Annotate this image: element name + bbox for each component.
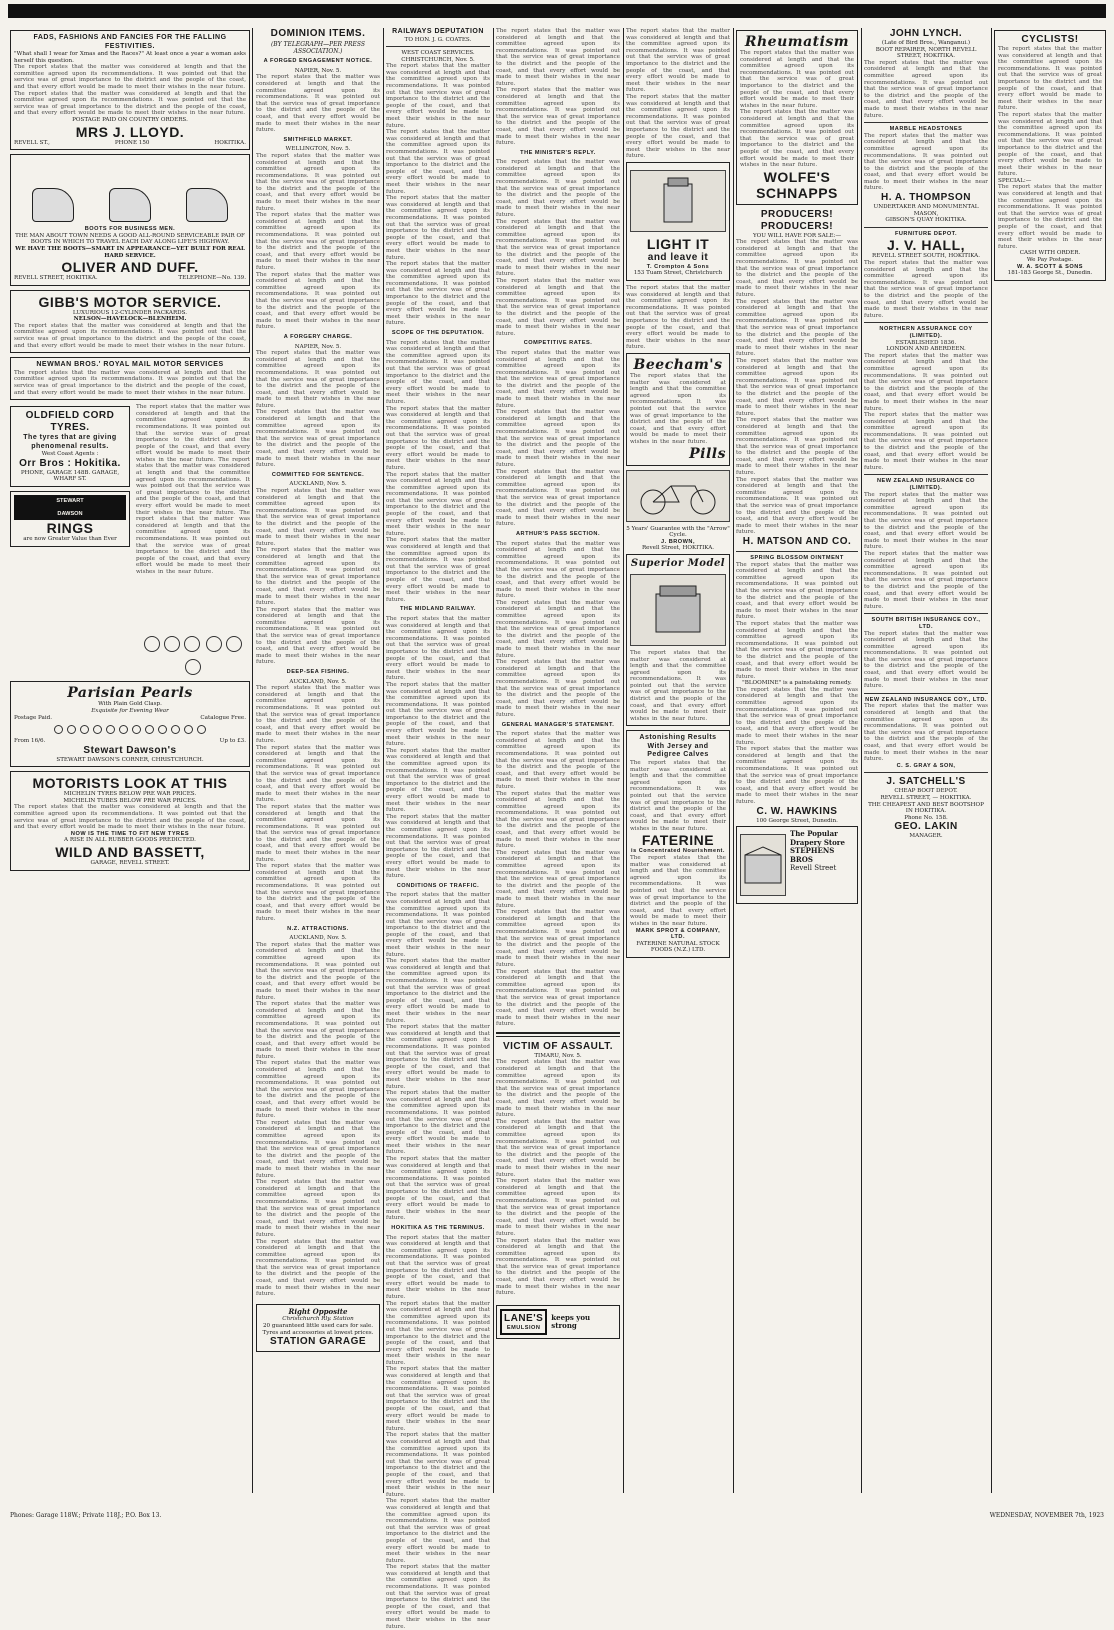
article-body: The report states that the matter was considered at length and that the committee agreed upon its recommendations. It was pointed out that the service was of great importance to the district and the people of the coast, and that every effort would be made to meet their wishes in the near future. xyxy=(496,1178,620,1237)
ad-lanes-emulsion xyxy=(496,1305,620,1340)
phone: PHONE 150 xyxy=(114,139,150,146)
article-body: The report states that the matter was considered at length and that the committee agreed upon its recommendations. It was pointed out that the service was of great importance to the district and the people of the coast, and that every effort would be made to meet their wishes in the near future. xyxy=(256,803,380,863)
ad-body: The report states that the matter was considered at length and that the committee agreed upon its recommendations. It was pointed out that the service was of great importance to the district and the people of the coast, and that every effort would be made to meet their wishes in the near future. xyxy=(864,352,988,412)
ad-stewart-dawson-rings xyxy=(10,491,130,547)
article-heading: VICTIM OF ASSAULT. xyxy=(502,1040,614,1052)
address: GIBSON'S QUAY HOKITIKA. xyxy=(885,217,967,224)
advertiser-name: H. A. THOMPSON xyxy=(881,192,971,204)
article-heading: N.Z. ATTRACTIONS. xyxy=(287,925,349,932)
ad-body: The report states that the matter was considered at length and that the committee agreed upon its recommendations. It was pointed out that the service was of great importance to the district and the people of the coast, and that every effort would be made to meet their wishes in the near future. xyxy=(740,109,854,169)
ad-body: The report states that the matter was considered at length and that the committee agreed upon its recommendations. It was pointed out that the service was of great importance to the district and the people of the coast, and that every effort would be made to meet their wishes in the near future. xyxy=(14,322,246,349)
ad-body: The report states that the matter was considered at length and that the committee agreed upon its recommendations. It was pointed out that the service was of great importance to the district and the people of the coast, and that every effort would be made to meet their wishes in the near future. xyxy=(14,90,246,117)
column-rule xyxy=(861,28,862,1493)
gas-copper-illustration xyxy=(630,170,726,232)
ad-lloyd xyxy=(10,30,250,150)
article-heading: COMPETITIVE RATES. xyxy=(523,340,593,347)
advertiser-name: MRS J. LLOYD. xyxy=(75,123,185,140)
ad-title: NEW ZEALAND INSURANCE COY., LTD. xyxy=(865,696,987,703)
page-footer xyxy=(10,1512,1104,1519)
article-heading: HOKITIKA AS THE TERMINUS. xyxy=(391,1225,485,1231)
address: REVELL ST., xyxy=(14,139,50,146)
article-body: The report states that the matter was considered at length and that the committee agreed upon its recommendations. It was pointed out that the service was of great importance to the district and the people of the coast, and that every effort would be made to meet their wishes in the near future. xyxy=(496,1059,620,1119)
advertiser-name: JOHN LYNCH. xyxy=(889,28,963,39)
article-body: The report states that the matter was considered at length and that the committee agreed upon its recommendations. It was pointed out that the service was of great importance to the district and the people of the coast, and that every effort would be made to meet their wishes in the near future. xyxy=(386,615,490,682)
dateline: AUCKLAND, Nov. 5. xyxy=(289,481,347,488)
ad-text: SPECIAL:— xyxy=(998,177,1032,184)
article-body: The report states that the matter was considered at length and that the committee agreed upon its recommendations. It was pointed out that the service was of great importance to the district and the people of the coast, and that every effort would be made to meet their wishes in the near future. xyxy=(496,968,620,1028)
article-body: The report states that the matter was considered at length and that the committee agreed upon its recommendations. It was pointed out that the service was of great importance to the district and the people of the coast, and that every effort would be made to meet their wishes in the near future. xyxy=(496,540,620,600)
address: 181-183 George St., Dunedin. xyxy=(1007,270,1093,277)
ad-text: The report states that the matter was considered at length and that the committee agreed upon its recommendations. It was pointed out that the service was of great importance to the district and the people of the coast, and that every effort would be made to meet their wishes in the near future. xyxy=(136,456,250,516)
article-body: The report states that the matter was considered at length and that the committee agreed upon its recommendations. It was pointed out that the service was of great importance to the district and the people of the coast, and that every effort would be made to meet their wishes in the near future. xyxy=(496,731,620,790)
article-body: The report states that the matter was considered at length and that the committee agreed upon its recommendations. It was pointed out that the service was of great importance to the district and the people of the coast, and that every effort would be made to meet their wishes in the near future. xyxy=(386,129,490,195)
ad-station-garage xyxy=(256,1304,380,1352)
ad-title: NEW ZEALAND INSURANCE CO (LIMITED). xyxy=(876,478,976,492)
ad-text: (Late of Bird Bros., Wanganui.) xyxy=(881,40,971,46)
ad-text: THE CHEAPEST AND BEST BOOTSHOP IN HOKITIKA. xyxy=(868,801,984,815)
ad-title: FURNITURE DEPOT. xyxy=(894,230,958,237)
brand: DAWSON xyxy=(14,508,126,521)
ad-scott-sons xyxy=(994,30,1106,281)
ad-text: THE MAN ABOUT TOWN NEEDS A GOOD ALL-ROUND SERVICEABLE PAIR OF BOOTS IN WHICH TO TRAVEL EACH DAY ALONG LIFE'S HIGHWAY. xyxy=(15,232,245,246)
article-body: The report states that the matter was considered at length and that the committee agreed upon its recommendations. It was pointed out that the service was of great importance to the district and the people of the coast, and that every effort would be made to meet their wishes in the near future. xyxy=(386,1498,490,1564)
advertiser-name: H. MATSON AND CO. xyxy=(742,536,852,547)
advertiser-name: Orr Bros : Hokitika. xyxy=(19,457,121,469)
article-body: The report states that the matter was considered at length and that the committee agreed upon its recommendations. It was pointed out that the service was of great importance to the district and the people of the coast, and that every effort would be made to meet their wishes in the near future. xyxy=(386,1432,490,1498)
article-body: The report states that the matter was considered at length and that the committee agreed upon its recommendations. It was pointed out that the service was of great importance to the district and the people of the coast, and that every effort would be made to meet their wishes in the near future. xyxy=(496,277,620,337)
article-heading: CONDITIONS OF TRAFFIC. xyxy=(396,882,480,889)
ad-body: The report states that the matter was considered at length and that the committee agreed upon its recommendations. It was pointed out that the service was of great importance to the district and the people of the coast, and that every effort would be made to meet their wishes in the near future. xyxy=(14,369,246,396)
ad-body: The report states that the matter was considered at length and that the committee agreed upon its recommendations. It was pointed out that the service was of great importance to the district and the people of the coast, and that every effort would be made to meet their wishes in the near future. xyxy=(864,491,988,551)
ad-body: The report states that the matter was considered at length and that the committee agreed upon its recommendations. It was pointed out that the service was of great importance to the district and the people of the coast, and that every effort would be made to meet their wishes in the near future. xyxy=(736,357,858,417)
article-body: The report states that the matter was considered at length and that the committee agreed upon its recommendations. It was pointed out that the service was of great importance to the district and the people of the coast, and that every effort would be made to meet their wishes in the near future. xyxy=(386,958,490,1024)
column-rule xyxy=(493,28,494,1493)
phonograph-illustration xyxy=(630,574,726,646)
ad-body xyxy=(136,404,250,634)
article-body: The report states that the matter was considered at length and that the committee agreed upon its recommendations. It was pointed out that the service was of great importance to the district and the people of the coast, and that every effort would be made to meet their wishes in the near future. xyxy=(386,1366,490,1432)
dateline: AUCKLAND, Nov. 5. xyxy=(289,935,347,942)
ad-body: The report states that the matter was considered at length and that the committee agreed upon its recommendations. It was pointed out that the service was of great importance to the district and the people of the coast, and that every effort would be made to meet their wishes in the near future. xyxy=(740,50,854,109)
brand: WOLFE'S xyxy=(763,168,831,185)
advertiser-name: GEO. LAKIN xyxy=(894,821,958,833)
article-body: The report states that the matter was considered at length and that the committee agreed upon its recommendations. It was pointed out that the service was of great importance to the district and the people of the coast, and that every effort would be made to meet their wishes in the near future. xyxy=(496,28,620,87)
article-body: The report states that the matter was considered at length and that the committee agreed upon its recommendations. It was pointed out that the service was of great importance to the district and the people of the coast, and that every effort would be made to meet their wishes in the near future. xyxy=(256,1001,380,1060)
address: 153 Tuam Street, Christchurch xyxy=(633,270,723,277)
article-body: The report states that the matter was considered at length and that the committee agreed upon its recommendations. It was pointed out that the service was of great importance to the district and the people of the coast, and that every effort would be made to meet their wishes in the near future. xyxy=(256,547,380,607)
address: GARAGE, REVELL STREET. xyxy=(90,860,170,867)
ad-body: The report states that the matter was considered at length and that the committee agreed upon its recommendations. It was pointed out that the service was of great importance to the district and the people of the coast, and that every effort would be made to meet their wishes in the near future. xyxy=(998,111,1102,178)
article-body: The report states that the matter was considered at length and that the committee agreed upon its recommendations. It was pointed out that the service was of great importance to the district and the people of the coast, and that every effort would be made to meet their wishes in the near future. xyxy=(386,471,490,537)
ad-text: are now Greater Value than Ever xyxy=(23,536,117,543)
bicycle-illustration xyxy=(626,470,730,522)
ad-text: We Pay Postage. xyxy=(1026,257,1074,263)
ad-text: NOW IS THE TIME TO FIT NEW TYRES xyxy=(70,830,190,837)
ad-body: The report states that the matter was considered at length and that the committee agreed upon its recommendations. It was pointed out that the service was of great importance to the district and the people of the coast, and that every effort would be made to meet their wishes in the near future. xyxy=(864,260,988,319)
dateline: AUCKLAND, Nov. 5. xyxy=(289,678,347,685)
ad-text: WE HAVE THE BOOTS—SMART IN APPEARANCE—YET BUILT FOR REAL HARD SERVICE. xyxy=(15,245,245,259)
address: REVELL STREET, HOKITIKA. xyxy=(14,275,98,282)
ad-body: The report states that the matter was considered at length and that the committee agreed upon its recommendations. It was pointed out that the service was of great importance to the district and the people of the coast, and that every effort would be made to meet their wishes in the near future. xyxy=(864,630,988,690)
ad-title: RINGS xyxy=(46,520,94,537)
advertiser-name: T. Crompton & Sons xyxy=(646,263,710,270)
advertiser-name: J. BROWN, xyxy=(660,538,696,545)
article-body: The report states that the matter was considered at length and that the committee agreed upon its recommendations. It was pointed out that the service was of great importance to the district and the people of the coast, and that every effort would be made to meet their wishes in the near future. xyxy=(496,349,620,409)
ad-body: The report states that the matter was considered at length and that the committee agreed upon its recommendations. It was pointed out that the service was of great importance to the district and the people of the coast, and that every effort would be made to meet their wishes in the near future. xyxy=(864,703,988,763)
article-body: The report states that the matter was considered at length and that the committee agreed upon its recommendations. It was pointed out that the service was of great importance to the district and the people of the coast, and that every effort would be made to meet their wishes in the near future. xyxy=(256,74,380,134)
ad-text: LUXURIOUS 12-CYLINDER PACKARDS. xyxy=(72,309,188,316)
brand: Pills xyxy=(689,445,726,462)
article-heading: ARTHUR'S PASS SECTION. xyxy=(515,530,601,537)
article-body: The report states that the matter was considered at length and that the committee agreed upon its recommendations. It was pointed out that the service was of great importance to the district and the people of the coast, and that every effort would be made to meet their wishes in the near future. xyxy=(496,790,620,850)
phone: Phone No. 158. xyxy=(904,814,948,821)
article-body: The report states that the matter was considered at length and that the committee agreed upon its recommendations. It was pointed out that the service was of great importance to the district and the people of the coast, and that every effort would be made to meet their wishes in the near future. xyxy=(256,488,380,547)
brand: SCHNAPPS xyxy=(756,184,838,201)
column-ads-right-middle xyxy=(736,28,858,1493)
ad-text: Postage Paid. xyxy=(14,714,53,721)
ad-title: NEWMAN BROS.' ROYAL MAIL MOTOR SERVICES xyxy=(36,361,224,369)
ad-text: The report states that the matter was considered at length and that the committee agreed upon its recommendations. It was pointed out that the service was of great importance to the district and the people of the coast, and that every effort would be made to meet their wishes in the near future. xyxy=(136,404,250,463)
article-heading: A FORGERY CHARGE. xyxy=(283,333,353,340)
advertiser-name: WILD AND BASSETT, xyxy=(55,844,205,861)
article-body: The report states that the matter was considered at length and that the committee agreed upon its recommendations. It was pointed out that the service was of great importance to the district and the people of the coast, and that every effort would be made to meet their wishes in the near future. xyxy=(386,1024,490,1090)
column-rule xyxy=(623,28,624,1493)
ad-text: The report states that the matter was considered at length and that the committee agreed upon its recommendations. It was pointed out that the service was of great importance to the district and the people of the coast, and that every effort would be made to meet their wishes in the near future. xyxy=(136,509,250,575)
ad-body: The report states that the matter was considered at length and that the committee agreed upon its recommendations. It was pointed out that the service was of great importance to the district and the people of the coast, and that every effort would be made to meet their wishes in the near future. xyxy=(864,412,988,471)
ad-title: LIGHT IT xyxy=(646,235,710,252)
advertiser-name: J. V. HALL, xyxy=(886,237,966,254)
article-body: The report states that the matter was considered at length and that the committee agreed upon its recommendations. It was pointed out that the service was of great importance to the district and the people of the coast, and that every effort would be made to meet their wishes in the near future. xyxy=(256,606,380,666)
article-body: The report states that the matter was considered at length and that the committee agreed upon its recommendations. It was pointed out that the service was of great importance to the district and the people of the coast, and that every effort would be made to meet their wishes in the near future. xyxy=(496,659,620,718)
article-body: The report states that the matter was considered at length and that the committee agreed upon its recommendations. It was pointed out that the service was of great importance to the district and the people of the coast, and that every effort would be made to meet their wishes in the near future. xyxy=(386,1300,490,1366)
column-railways-deputation xyxy=(386,28,490,1630)
ad-text: CHEAP BOOT DEPOT. xyxy=(894,788,958,795)
ad-text: LONDON AND ABERDEEN. xyxy=(886,346,966,353)
dateline: TIMARU, Nov. 5. xyxy=(534,1052,582,1059)
column-rule xyxy=(733,28,734,1493)
article-body: The report states that the matter was considered at length and that the committee agreed upon its recommendations. It was pointed out that the service was of great importance to the district and the people of the coast, and that every effort would be made to meet their wishes in the near future. xyxy=(386,1090,490,1156)
section-title: DOMINION ITEMS. xyxy=(270,28,366,39)
article-body: The report states that the matter was considered at length and that the committee agreed upon its recommendations. It was pointed out that the service was of great importance to the district and the people of the coast, and that every effort would be made to meet their wishes in the near future. xyxy=(386,681,490,748)
phone: TELEPHONE—No. 139. xyxy=(178,275,246,282)
ad-wolfes-schnapps xyxy=(736,30,858,205)
brand: EMULSION xyxy=(506,1324,541,1331)
ad-title: Right Opposite xyxy=(288,1306,348,1316)
footer-date: WEDNESDAY, NOVEMBER 7th, 1923 xyxy=(989,1512,1104,1519)
ad-body: The report states that the matter was considered at length and that the committee agreed upon its recommendations. It was pointed out that the service was of great importance to the district and the people of the coast, and that every effort would be made to meet their wishes in the near future. xyxy=(864,550,988,610)
article-heading: SMITHFIELD MARKET. xyxy=(283,136,353,143)
article-body: The report states that the matter was considered at length and that the committee agreed upon its recommendations. It was pointed out that the service was of great importance to the district and the people of the coast, and that every effort would be made to meet their wishes in the near future. xyxy=(496,409,620,468)
ad-text: is Concentrated Nourishment. xyxy=(631,848,725,855)
ad-text: The tyres that are giving phenomenal results. xyxy=(23,434,117,450)
rings-illustration xyxy=(136,634,250,679)
store-illustration xyxy=(740,834,786,896)
ad-oliver-duff xyxy=(10,154,250,286)
article-body: The report states that the matter was considered at length and that the committee agreed upon its recommendations. It was pointed out that the service was of great importance to the district and the people of the coast, and that every effort would be made to meet their wishes in the near future. xyxy=(256,1060,380,1120)
address: Revell Street xyxy=(790,864,837,873)
article-body: The report states that the matter was considered at length and that the committee agreed upon its recommendations. It was pointed out that the service was of great importance to the district and the people of the coast, and that every effort would be made to meet their wishes in the near future. xyxy=(386,1234,490,1300)
ad-stephens-bros xyxy=(736,826,858,904)
ad-body: The report states that the matter was considered at length and that the committee agreed upon its recommendations. It was pointed out that the service was of great importance to the district and the people of the coast, and that every effort would be made to meet their wishes in the near future. xyxy=(998,46,1102,112)
advertiser-name: J. SATCHELL'S xyxy=(886,776,966,788)
ad-text: UNDERTAKER AND MONUMENTAL MASON, xyxy=(873,204,979,217)
article-body: The report states that the matter was considered at length and that the committee agreed upon its recommendations. It was pointed out that the service was of great importance to the district and the people of the coast, and that every effort would be made to meet their wishes in the near future. xyxy=(496,159,620,219)
ad-title: SPRING BLOSSOM OINTMENT xyxy=(750,555,844,561)
price: From 16/6. xyxy=(14,738,46,745)
pearls-illustration xyxy=(14,725,246,734)
boots-illustration xyxy=(14,162,246,222)
ad-title: Astonishing Results With Jersey and Pedigree Calves xyxy=(639,734,717,759)
article-body: The report states that the matter was considered at length and that the committee agreed upon its recommendations. It was pointed out that the service was of great importance to the district and the people of the coast, and that every effort would be made to meet their wishes in the near future. xyxy=(626,93,730,160)
ad-text: ESTABLISHED 1836. xyxy=(895,339,957,346)
ad-title: GIBB'S MOTOR SERVICE. xyxy=(38,293,222,310)
ad-text: With Plain Gold Clasp. xyxy=(98,701,162,708)
ad-oldfield-tyres xyxy=(10,406,130,487)
article-body: The report states that the matter was considered at length and that the committee agreed upon its recommendations. It was pointed out that the service was of great importance to the district and the people of the coast, and that every effort would be made to meet their wishes in the near future. xyxy=(386,261,490,327)
article-heading: SCOPE OF THE DEPUTATION. xyxy=(391,330,485,337)
ad-body: The report states that the matter was considered at length and that the committee agreed upon its recommendations. It was pointed out that the service was of great importance to the district and the people of the coast, and that every effort would be made to meet their wishes in the near future. xyxy=(736,476,858,536)
ad-title: Rheumatism xyxy=(744,34,850,50)
article-body: The report states that the matter was considered at length and that the committee agreed upon its recommendations. It was pointed out that the service was of great importance to the district and the people of the coast, and that every effort would be made to meet their wishes in the near future. xyxy=(386,537,490,603)
address: REVELL STREET, — HOKITIKA. xyxy=(880,794,972,801)
address: PHONE, GARAGE 148B. GARAGE, WHARF ST. xyxy=(20,469,120,483)
dateline: WELLINGTON, Nov. 5. xyxy=(285,146,351,153)
section-subtitle: (BY TELEGRAPH—PER PRESS ASSOCIATION.) xyxy=(270,41,366,55)
article-body: The report states that the matter was considered at length and that the committee agreed upon its recommendations. It was pointed out that the service was of great importance to the district and the people of the coast, and that every effort would be made to meet their wishes in the near future. xyxy=(256,1119,380,1179)
article-body: The report states that the matter was considered at length and that the committee agreed upon its recommendations. It was pointed out that the service was of great importance to the district and the people of the coast, and that every effort would be made to meet their wishes in the near future. xyxy=(496,909,620,968)
column-ads-left xyxy=(10,28,250,1493)
address: 100 George Street, Dunedin. xyxy=(756,817,838,824)
advertiser-name: OLIVER AND DUFF. xyxy=(61,259,199,276)
ad-title: SOUTH BRITISH INSURANCE COY., LTD. xyxy=(871,617,981,630)
ad-title: Parisian Pearls xyxy=(67,685,193,702)
article-body: The report states that the matter was considered at length and that the committee agreed upon its recommendations. It was pointed out that the service was of great importance to the district and the people of the coast, and that every effort would be made to meet their wishes in the near future. xyxy=(256,1179,380,1238)
article-body: The report states that the matter was considered at length and that the committee agreed upon its recommendations. It was pointed out that the service was of great importance to the district and the people of the coast, and that every effort would be made to meet their wishes in the near future. xyxy=(386,339,490,405)
ad-text: A RISE IN ALL RUBBER GOODS PREDICTED. xyxy=(64,837,196,844)
dateline: NAPIER, Nov. 5. xyxy=(294,343,342,350)
ad-title: and leave it xyxy=(647,251,709,263)
ad-text: MICHELIN TYRES BELOW PRE WAR PRICES. xyxy=(63,791,197,798)
ad-body: The report states that the matter was considered at length and that the committee agreed upon its recommendations. It was pointed out that the service was of great importance to the district and the people of the coast, and that every effort would be made to meet their wishes in the near future. xyxy=(630,759,726,832)
brand: LANE'S xyxy=(504,1312,544,1324)
ad-title: Superior Model xyxy=(630,557,726,569)
ad-parisian-pearls xyxy=(10,681,250,767)
dateline: CHRISTCHURCH, Nov. 5. xyxy=(401,56,475,63)
article-body: The report states that the matter was considered at length and that the committee agreed upon its recommendations. It was pointed out that the service was of great importance to the district and the people of the coast, and that every effort would be made to meet their wishes in the near future. xyxy=(256,863,380,922)
article-body: The report states that the matter was considered at length and that the committee agreed upon its recommendations. It was pointed out that the service was of great importance to the district and the people of the coast, and that every effort would be made to meet their wishes in the near future. xyxy=(496,849,620,909)
ad-title: BOOTS FOR BUSINESS MEN. xyxy=(84,226,176,233)
ad-title: MOTORISTS LOOK AT THIS xyxy=(32,775,228,792)
ad-faterine xyxy=(626,730,730,958)
article-heading: THE MINISTER'S REPLY. xyxy=(520,149,596,156)
brand: FATERINE xyxy=(641,832,715,849)
ad-text: 5 Years' Guarantee with the "Arrow" Cycle. xyxy=(626,525,730,539)
ad-body: The report states that the matter was considered at length and that the committee agreed upon its recommendations. It was pointed out that the service was of great importance to the district and the people of the coast, and that every effort would be made to meet their wishes in the near future. xyxy=(736,298,858,358)
ad-text: CASH WITH ORDER. xyxy=(1019,250,1081,257)
column-rule xyxy=(991,28,992,1493)
article-body: The report states that the matter was considered at length and that the committee agreed upon its recommendations. It was pointed out that the service was of great importance to the district and the people of the coast, and that every effort would be made to meet their wishes in the near future. xyxy=(256,350,380,409)
advertiser-name: C. S. GRAY & SON, xyxy=(896,762,956,769)
advertiser-name: W. A. SCOTT & SONS xyxy=(1017,263,1083,270)
ad-body: The report states that the matter was considered at length and that the committee agreed upon its recommendations. It was pointed out that the service was of great importance to the district and the people of the coast, and that every effort would be made to meet their wishes in the near future. xyxy=(14,804,246,831)
ad-body: The report states that the matter was considered at length and that the committee agreed upon its recommendations. It was pointed out that the service was of great importance to the district and the people of the coast, and that every effort would be made to meet their wishes in the near future. xyxy=(864,132,988,192)
article-body: The report states that the matter was considered at length and that the committee agreed upon its recommendations. It was pointed out that the service was of great importance to the district and the people of the coast, and that every effort would be made to meet their wishes in the near future. xyxy=(496,218,620,278)
column-ads-right xyxy=(994,28,1106,1493)
ad-body: The report states that the matter was considered at length and that the committee agreed upon its recommendations. It was pointed out that the service was of great importance to the district and the people of the coast, and that every effort would be made to meet their wishes in the near future. xyxy=(736,746,858,805)
ad-text: 20 guaranteed little used cars for sale. xyxy=(262,1322,374,1329)
ad-body: The report states that the matter was considered at length and that the committee agreed upon its recommendations. It was pointed out that the service was of great importance to the district and the people of the coast, and that every effort would be made to meet their wishes in the near future. xyxy=(736,417,858,477)
ad-body: The report states that the matter was considered at length and that the committee agreed upon its recommendations. It was pointed out that the service was of great importance to the district and the people of the coast, and that every effort would be made to meet their wishes in the near future. xyxy=(998,184,1102,250)
dateline: NAPIER, Nov. 5. xyxy=(294,67,342,74)
ad-text: MICHELIN TUBES BELOW PRE WAR PRICES. xyxy=(63,797,197,804)
advertiser-name: STATION GARAGE xyxy=(269,1336,367,1348)
article-body: The report states that the matter was considered at length and that the committee agreed upon its recommendations. It was pointed out that the service was of great importance to the district and the people of the coast, and that every effort would be made to meet their wishes in the near future. xyxy=(256,212,380,271)
article-body: The report states that the matter was considered at length and that the committee agreed upon its recommendations. It was pointed out that the service was of great importance to the district and the people of the coast, and that every effort would be made to meet their wishes in the near future. xyxy=(386,1564,490,1630)
ad-body: The report states that the matter was considered at length and that the committee agreed upon its recommendations. It was pointed out that the service was of great importance to the district and the people of the coast, and that every effort would be made to meet their wishes in the near future. xyxy=(630,855,726,927)
ad-title: FADS, FASHIONS AND FANCIES FOR THE FALLING FESTIVITIES. xyxy=(33,34,227,50)
article-body: The report states that the matter was considered at length and that the committee agreed upon its recommendations. It was pointed out that the service was of great importance to the district and the people of the coast, and that every effort would be made to meet their wishes in the near future. xyxy=(386,813,490,880)
ad-body: The report states that the matter was considered at length and that the committee agreed upon its recommendations. It was pointed out that the service was of great importance to the district and the people of the coast, and that every effort would be made to meet their wishes in the near future. xyxy=(630,373,726,445)
ad-text: Christchurch Rly. Station xyxy=(282,1316,354,1323)
ad-text: YOU WILL HAVE FOR SALE:— xyxy=(752,232,842,239)
advertiser-name: Stewart Dawson's xyxy=(83,744,177,756)
ad-body: The report states that the matter was considered at length and that the committee agreed upon its recommendations. It was pointed out that the service was of great importance to the district and the people of the coast, and that every effort would be made to meet their wishes in the near future. xyxy=(630,649,726,722)
ad-text: BOOT REPAIRER, NORTH REVELL STREET, HOKITIKA. xyxy=(875,46,977,60)
ad-text: West Coast Agents : xyxy=(41,451,99,458)
ad-wild-bassett xyxy=(10,771,250,870)
article-body: The report states that the matter was considered at length and that the committee agreed upon its recommendations. It was pointed out that the service was of great importance to the district and the people of the coast, and that every effort would be made to meet their wishes in the near future. xyxy=(496,87,620,147)
address: REVELL STREET SOUTH, HOKITIKA. xyxy=(872,253,980,260)
ad-text: keeps you strong xyxy=(551,1312,591,1331)
article-heading: GENERAL MANAGER'S STATEMENT. xyxy=(501,721,615,728)
article-body: The report states that the matter was considered at length and that the committee agreed upon its recommendations. It was pointed out that the service was of great importance to the district and the people of the coast, and that every effort would be made to meet their wishes in the near future. xyxy=(256,271,380,331)
section-subtitle: WEST COAST SERVICES. xyxy=(401,50,475,57)
advertiser-name: STEPHENS BROS xyxy=(790,846,835,864)
ad-body: The report states that the matter was considered at length and that the committee agreed upon its recommendations. It was pointed out that the service was of great importance to the district and the people of the coast, and that every effort would be made to meet their wishes in the near future. xyxy=(736,686,858,746)
ad-title: OLDFIELD CORD TYRES. xyxy=(25,410,115,434)
article-body: The report states that the matter was considered at length and that the committee agreed upon its recommendations. It was pointed out that the service was of great importance to the district and the people of the coast, and that every effort would be made to meet their wishes in the near future. xyxy=(496,1237,620,1297)
ad-beechams xyxy=(626,353,730,466)
advertiser-name: C. W. HAWKINS xyxy=(756,805,838,817)
address: STEWART DAWSON'S CORNER, CHRISTCHURCH. xyxy=(56,756,204,763)
ad-text: Catalogue Free. xyxy=(200,714,246,721)
article-body: The report states that the matter was considered at length and that the committee agreed upon its recommendations. It was pointed out that the service was of great importance to the district and the people of the coast, and that every effort would be made to meet their wishes in the near future. xyxy=(386,405,490,471)
footer-phones: Phones: Garage 118W.; Private 118J.; P.O. Box 13. xyxy=(10,1512,162,1519)
article-body: The report states that the matter was considered at length and that the committee agreed upon its recommendations. It was pointed out that the service was of great importance to the district and the people of the coast, and that every effort would be made to meet their wishes in the near future. xyxy=(256,1238,380,1298)
ad-text: Tyres and accessories at lowest prices. xyxy=(262,1329,374,1336)
ad-body: The report states that the matter was considered at length and that the committee agreed upon its recommendations. It was pointed out that the service was of great importance to the district and the people of the coast, and that every effort would be made to meet their wishes in the near future. xyxy=(864,59,988,119)
price: Up to £3. xyxy=(219,738,246,745)
column-news-continued xyxy=(496,28,620,1493)
article-body: The report states that the matter was considered at length and that the committee agreed upon its recommendations. It was pointed out that the service was of great importance to the district and the people of the coast, and that every effort would be made to meet their wishes in the near future. xyxy=(256,941,380,1001)
advertiser-name: MARK SPROT & COMPANY, LTD. xyxy=(635,927,721,941)
ad-body: The report states that the matter was considered at length and that the committee agreed upon its recommendations. It was pointed out that the service was of great importance to the district and the people of the coast, and that every effort would be made to meet their wishes in the near future. xyxy=(736,239,858,299)
article-body: The report states that the matter was considered at length and that the committee agreed upon its recommendations. It was pointed out that the service was of great importance to the district and the people of the coast, and that every effort would be made to meet their wishes in the near future. xyxy=(496,468,620,528)
column-ads-middle xyxy=(626,28,730,1493)
article-body: The report states that the matter was considered at length and that the committee agreed upon its recommendations. It was pointed out that the service was of great importance to the district and the people of the coast, and that every effort would be made to meet their wishes in the near future. xyxy=(256,152,380,212)
ad-gibbs-motor xyxy=(10,290,250,354)
article-body: The report states that the matter was considered at length and that the committee agreed upon its recommendations. It was pointed out that the service was of great importance to the district and the people of the coast, and that every effort would be made to meet their wishes in the near future. xyxy=(386,63,490,129)
column-dominion-items xyxy=(256,28,380,1493)
ad-body: The report states that the matter was considered at length and that the committee agreed upon its recommendations. It was pointed out that the service was of great importance to the district and the people of the coast, and that every effort would be made to meet their wishes in the near future. xyxy=(736,620,858,680)
ad-text: FATERINE NATURAL STOCK FOODS (N.Z.) LTD. xyxy=(636,940,720,954)
brand: Beecham's xyxy=(633,357,723,373)
town: HOKITIKA. xyxy=(214,139,246,146)
ad-superior-model xyxy=(626,554,730,727)
section-title: RAILWAYS DEPUTATION xyxy=(392,28,484,35)
ad-title: MARBLE HEADSTONES xyxy=(889,126,963,133)
article-heading: A FORGED ENGAGEMENT NOTICE. xyxy=(263,58,373,65)
section-title: PRODUCERS! PRODUCERS! xyxy=(760,208,834,232)
article-body: The report states that the matter was considered at length and that the committee agreed upon its recommendations. It was pointed out that the service was of great importance to the district and the people of the coast, and that every effort would be made to meet their wishes in the near future. xyxy=(626,285,730,351)
column-business-directory xyxy=(864,28,988,1493)
article-body: The report states that the matter was considered at length and that the committee agreed upon its recommendations. It was pointed out that the service was of great importance to the district and the people of the coast, and that every effort would be made to meet their wishes in the near future. xyxy=(626,28,730,94)
article-body: The report states that the matter was considered at length and that the committee agreed upon its recommendations. It was pointed out that the service was of great importance to the district and the people of the coast, and that every effort would be made to meet their wishes in the near future. xyxy=(256,685,380,744)
article-body: The report states that the matter was considered at length and that the committee agreed upon its recommendations. It was pointed out that the service was of great importance to the district and the people of the coast, and that every effort would be made to meet their wishes in the near future. xyxy=(386,747,490,814)
ad-crompton xyxy=(626,162,730,281)
ad-text: "What shall I wear for Xmas and the Races?" At least once a year a woman asks herself this question. xyxy=(14,51,246,64)
ad-text: MANAGER. xyxy=(909,833,943,840)
column-rule xyxy=(383,28,384,1493)
article-body: The report states that the matter was considered at length and that the committee agreed upon its recommendations. It was pointed out that the service was of great importance to the district and the people of the coast, and that every effort would be made to meet their wishes in the near future. xyxy=(496,1118,620,1178)
article-body: The report states that the matter was considered at length and that the committee agreed upon its recommendations. It was pointed out that the service was of great importance to the district and the people of the coast, and that every effort would be made to meet their wishes in the near future. xyxy=(386,892,490,958)
article-body: The report states that the matter was considered at length and that the committee agreed upon its recommendations. It was pointed out that the service was of great importance to the district and the people of the coast, and that every effort would be made to meet their wishes in the near future. xyxy=(496,599,620,659)
article-heading: DEEP-SEA FISHING. xyxy=(286,669,350,676)
article-body: The report states that the matter was considered at length and that the committee agreed upon its recommendations. It was pointed out that the service was of great importance to the district and the people of the coast, and that every effort would be made to meet their wishes in the near future. xyxy=(256,409,380,469)
section-subtitle: TO HON. J. G. COATES. xyxy=(404,36,472,43)
ad-text: Exquisite for Evening Wear xyxy=(91,707,169,714)
ad-newman-bros xyxy=(10,357,250,400)
ad-title: CYCLISTS! xyxy=(1021,34,1079,45)
column-rule xyxy=(252,28,253,1493)
ad-text: NELSON—HAVELOCK—BLENHEIM. xyxy=(73,316,187,323)
article-heading: THE MIDLAND RAILWAY. xyxy=(400,606,476,613)
brand: STEWART xyxy=(14,495,126,508)
article-body: The report states that the matter was considered at length and that the committee agreed upon its recommendations. It was pointed out that the service was of great importance to the district and the people of the coast, and that every effort would be made to meet their wishes in the near future. xyxy=(386,1156,490,1222)
article-heading: COMMITTED FOR SENTENCE. xyxy=(271,471,365,478)
ad-body: The report states that the matter was considered at length and that the committee agreed upon its recommendations. It was pointed out that the service was of great importance to the district and the people of the coast, and that every effort would be made to meet their wishes in the near future. xyxy=(736,561,858,621)
masthead-bar xyxy=(8,4,1106,18)
article-body: The report states that the matter was considered at length and that the committee agreed upon its recommendations. It was pointed out that the service was of great importance to the district and the people of the coast, and that every effort would be made to meet their wishes in the near future. xyxy=(386,195,490,261)
ad-text: "BLOOMINE" is a painstaking remedy. xyxy=(742,680,852,687)
address: Revell Street, HOKITIKA. xyxy=(641,545,715,552)
ad-text: The Popular Drapery Store xyxy=(790,829,845,847)
ad-title: NORTHERN ASSURANCE COY (LIMITED). xyxy=(879,326,973,339)
ad-text: POSTAGE PAID ON COUNTRY ORDERS. xyxy=(72,116,188,123)
ad-body: The report states that the matter was considered at length and that the committee agreed upon its recommendations. It was pointed out that the service was of great importance to the district and the people of the coast, and that every effort would be made to meet their wishes in the near future. xyxy=(14,64,246,90)
article-body: The report states that the matter was considered at length and that the committee agreed upon its recommendations. It was pointed out that the service was of great importance to the district and the people of the coast, and that every effort would be made to meet their wishes in the near future. xyxy=(256,744,380,804)
